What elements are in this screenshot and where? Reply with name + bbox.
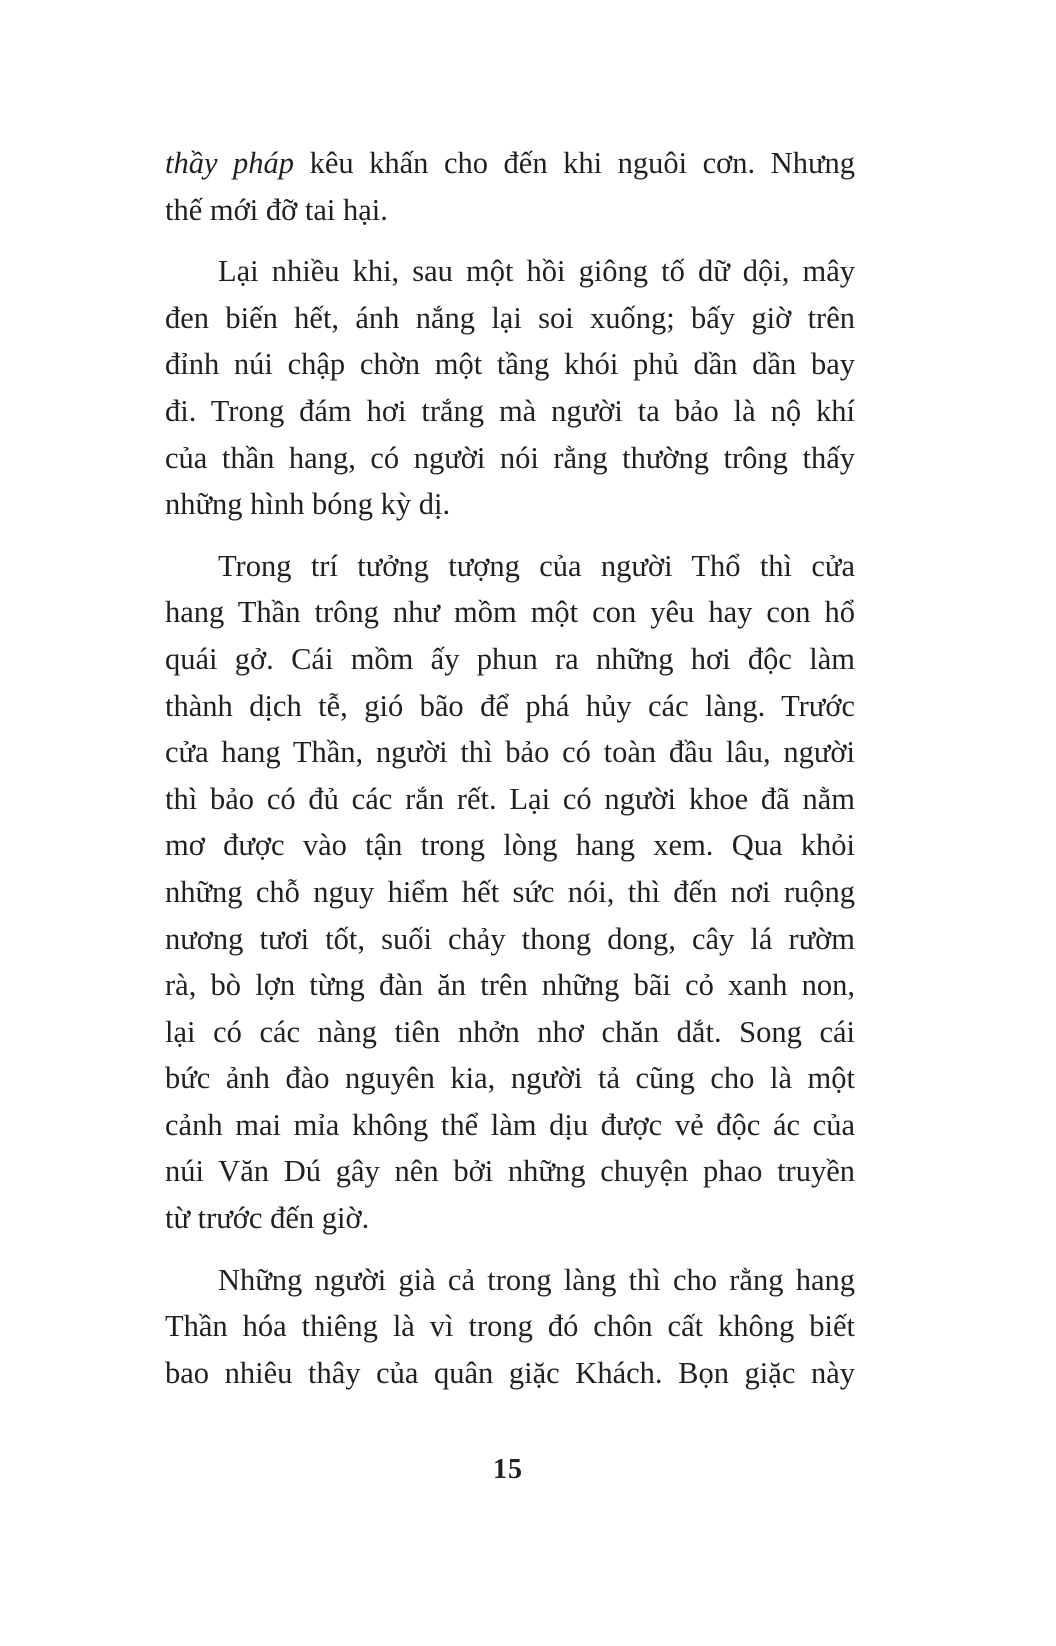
- body-text: [165, 140, 855, 1411]
- paragraph: [165, 248, 855, 528]
- text-line: nương tươi tốt, suối chảy thong dong, cây lá rườm: [165, 921, 855, 956]
- text-line: bao nhiêu thây của quân giặc Khách. Bọn giặc này: [165, 1355, 855, 1390]
- text-line: thế mới đỡ tai hại.: [165, 192, 388, 227]
- paragraph: [165, 1257, 855, 1397]
- text-line: rà, bò lợn từng đàn ăn trên những bãi cỏ xanh non,: [165, 968, 855, 1003]
- page-number: 15: [493, 1454, 523, 1485]
- text-line: Lại nhiều khi, sau một hồi giông tố dữ dội, mây: [218, 254, 855, 289]
- text-line: lại có các nàng tiên nhởn nhơ chăn dắt. Song cái: [165, 1014, 855, 1049]
- text-line: núi Văn Dú gây nên bởi những chuyện phao truyền: [165, 1154, 855, 1189]
- text-line: thì bảo có đủ các rắn rết. Lại có người khoe đã nằm: [165, 781, 855, 816]
- text-line: thành dịch tễ, gió bão để phá hủy các làng. Trước: [165, 688, 855, 723]
- text-line: mơ được vào tận trong lòng hang xem. Qua khỏi: [165, 828, 855, 863]
- text-line: cửa hang Thần, người thì bảo có toàn đầu lâu, người: [165, 735, 855, 770]
- text-line: những chỗ nguy hiểm hết sức nói, thì đến nơi ruộng: [165, 874, 855, 909]
- text-line: [165, 140, 855, 187]
- italic-term: thầy pháp: [165, 146, 295, 180]
- text-line: quái gở. Cái mồm ấy phun ra những hơi độc làm: [165, 641, 855, 676]
- paragraph: [165, 140, 855, 233]
- text-line: đi. Trong đám hơi trắng mà người ta bảo là nộ khí: [165, 393, 855, 428]
- text-line: đỉnh núi chập chờn một tầng khói phủ dần dần bay: [165, 347, 855, 382]
- text-run: kêu khấn cho đến khi nguôi cơn. Nhưng: [294, 146, 855, 180]
- text-line: Trong trí tưởng tượng của người Thổ thì cửa: [218, 548, 855, 583]
- text-line: Thần hóa thiêng là vì trong đó chôn cất không biết: [165, 1309, 855, 1344]
- text-line: hang Thần trông như mồm một con yêu hay con hổ: [165, 595, 855, 630]
- text-line: Những người già cả trong làng thì cho rằng hang: [218, 1262, 855, 1297]
- paragraph: [165, 543, 855, 1242]
- text-line: cảnh mai mỉa không thể làm dịu được vẻ độc ác của: [165, 1107, 855, 1142]
- text-line: từ trước đến giờ.: [165, 1201, 370, 1236]
- text-line: đen biến hết, ánh nắng lại soi xuống; bấy giờ trên: [165, 300, 855, 335]
- text-line: những hình bóng kỳ dị.: [165, 487, 451, 522]
- text-line: bức ảnh đào nguyên kia, người tả cũng cho là một: [165, 1061, 855, 1096]
- text-line: của thần hang, có người nói rằng thường trông thấy: [165, 440, 855, 475]
